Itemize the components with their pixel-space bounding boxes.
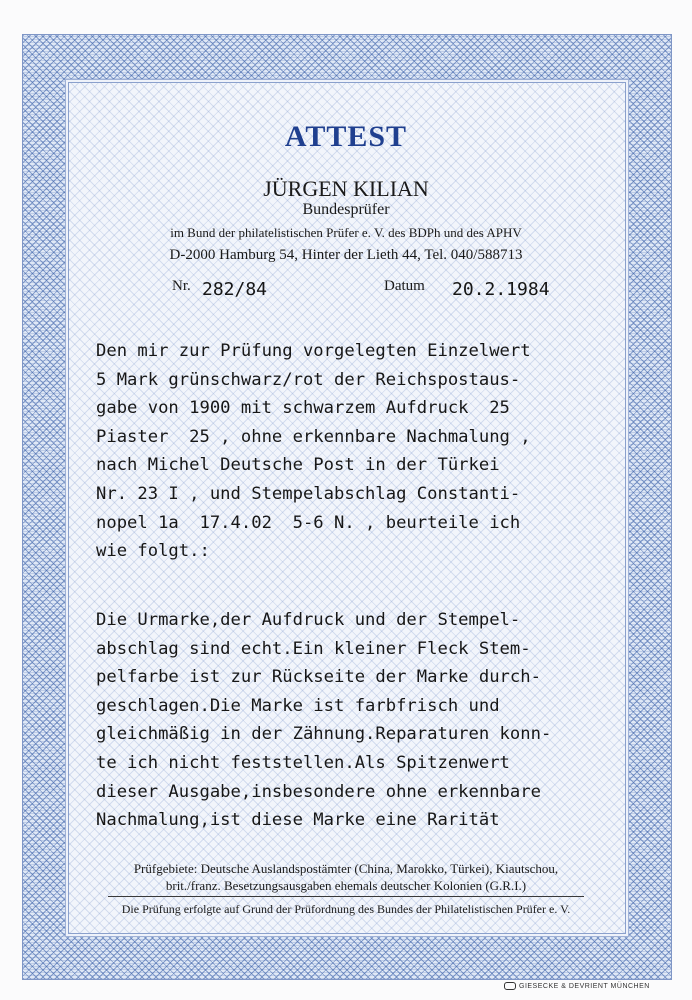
typed-line: abschlag sind echt.Ein kleiner Fleck Stem-	[96, 638, 531, 659]
typed-line: Den mir zur Prüfung vorgelegten Einzelwert	[96, 341, 531, 361]
typed-line: Nachmalung,ist diese Marke eine Rarität	[96, 810, 500, 831]
examination-areas-line: Prüfgebiete: Deutsche Auslandspostämter (China, Marokko, Türkei), Kiautschou,	[133, 861, 559, 876]
date-label: Datum	[384, 278, 425, 294]
typed-line: Piaster 25 , ohne erkennbare Nachmalung ,	[96, 426, 531, 447]
examiner-role: Bundesprüfer	[302, 201, 390, 218]
opinion-paragraph-1	[96, 337, 616, 566]
examination-areas-line: brit./franz. Besetzungsausgaben ehemals deutscher Kolonien (G.R.I.)	[165, 878, 527, 893]
typed-line: te ich nicht feststellen.Als Spitzenwert	[96, 752, 510, 773]
certificate-number: 282/84	[202, 279, 268, 300]
certificate-title: ATTEST	[284, 120, 408, 153]
number-label: Nr.	[172, 278, 191, 294]
typed-line: pelfarbe ist zur Rückseite der Marke durch-	[96, 667, 541, 688]
typed-line: gleichmäßig in der Zähnung.Reparaturen konn-	[96, 724, 552, 745]
typed-line: geschlagen.Die Marke ist farbfrisch und	[96, 695, 500, 716]
examination-areas	[68, 860, 624, 894]
printer-imprint	[504, 982, 650, 990]
examiner-name: JÜRGEN KILIAN	[263, 176, 429, 201]
typed-line: gabe von 1900 mit schwarzem Aufdruck 25	[96, 398, 510, 419]
regulation-note: Die Prüfung erfolgte auf Grund der Prüfordnung des Bundes der Philatelistischen Prüfer e. V.	[121, 902, 571, 916]
typed-line: 5 Mark grünschwarz/rot der Reichspostaus-	[96, 369, 521, 390]
typed-line: nopel 1a 17.4.02 5-6 N. , beurteile ich	[96, 512, 521, 533]
typed-line: dieser Ausgabe,insbesondere ohne erkennbare	[96, 781, 541, 802]
typed-line: Die Urmarke,der Aufdruck und der Stempel-	[96, 610, 521, 630]
footer-divider	[108, 896, 584, 897]
membership-line: im Bund der philatelistischen Prüfer e. V. des BDPh und des APHV	[170, 225, 522, 240]
typed-line: wie folgt.:	[96, 541, 210, 562]
opinion-paragraph-2	[96, 606, 616, 835]
typed-line: nach Michel Deutsche Post in der Türkei	[96, 455, 500, 476]
typed-line: Nr. 23 I , und Stempelabschlag Constanti-	[96, 483, 521, 504]
certificate-date: 20.2.1984	[452, 279, 550, 300]
printer-name: GIESECKE & DEVRIENT MÜNCHEN	[519, 982, 650, 990]
printer-logo-icon	[504, 982, 516, 990]
address-line: D-2000 Hamburg 54, Hinter der Lieth 44, Tel. 040/588713	[169, 247, 523, 263]
